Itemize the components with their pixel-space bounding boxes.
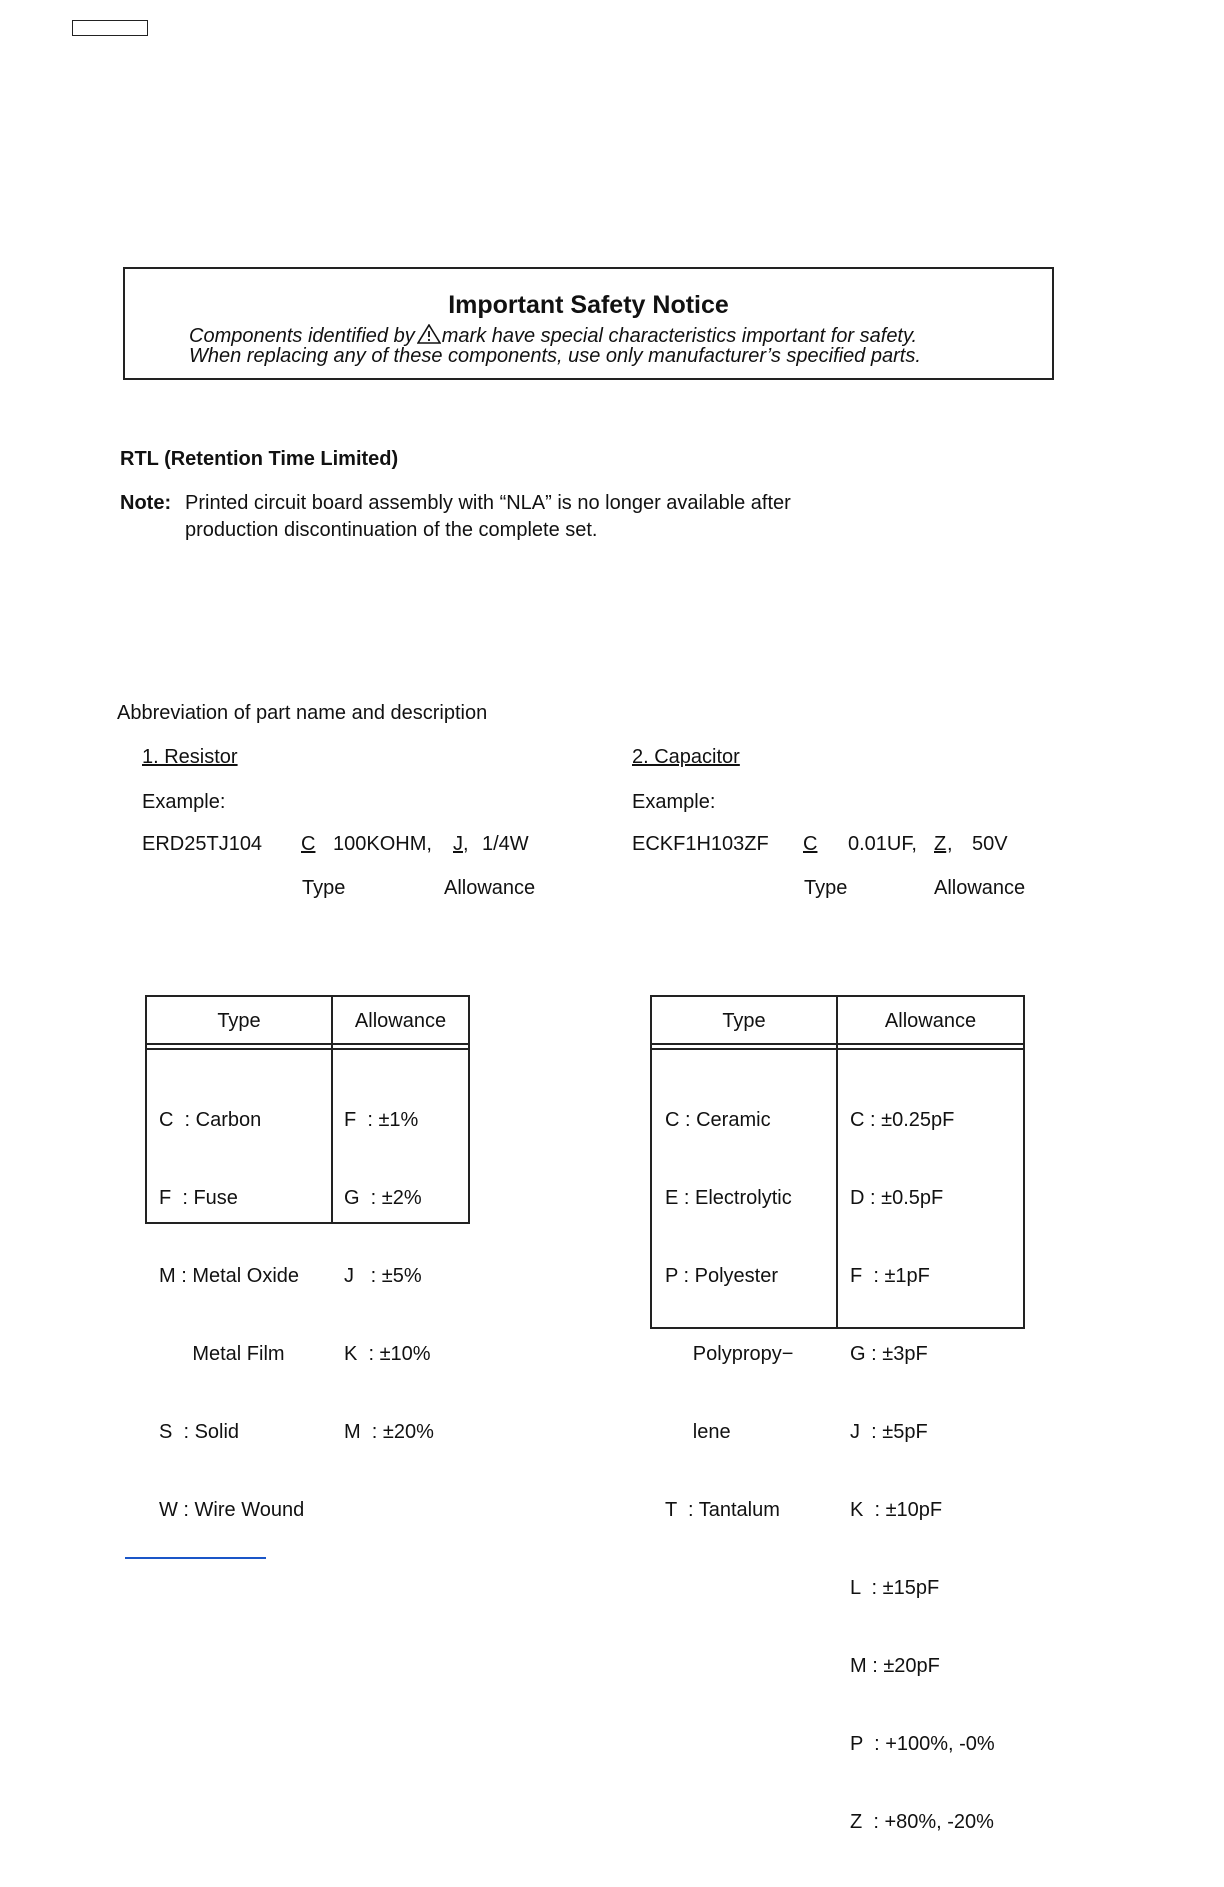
capacitor-comma: , [947, 833, 953, 855]
capacitor-allowance-code: Z [934, 833, 947, 855]
abbreviation-heading: Abbreviation of part name and description [117, 702, 488, 724]
resistor-allowance-code: J [453, 833, 463, 855]
resistor-table [145, 995, 470, 1521]
list-item: J : ±5pF [850, 1421, 928, 1443]
page-number-box [72, 20, 148, 36]
safety-notice-line-2: When replacing any of these components, use only manufacturer’s specified parts. [189, 345, 921, 367]
capacitor-table-divider [836, 997, 838, 1327]
resistor-type-code: C [301, 833, 316, 855]
footer-link[interactable] [125, 1557, 266, 1559]
capacitor-type-header: Type [722, 1010, 766, 1032]
list-item: D : ±0.5pF [850, 1187, 944, 1209]
list-item: lene [665, 1421, 731, 1443]
capacitor-table-header-rule [652, 1043, 1023, 1045]
resistor-table-header-rule [147, 1043, 468, 1045]
list-item: W : Wire Wound [159, 1499, 305, 1521]
safety-notice-title: Important Safety Notice [448, 291, 729, 319]
note-line-2: production discontinuation of the complete set. [185, 519, 598, 541]
list-item: L : ±15pF [850, 1577, 940, 1599]
list-item: P : +100%, -0% [850, 1733, 995, 1755]
capacitor-table-header-rule-2 [652, 1048, 1023, 1050]
capacitor-value: 0.01UF, [848, 833, 917, 855]
safety-notice-box [123, 267, 1054, 380]
capacitor-example-label: Example: [632, 791, 716, 813]
capacitor-table [650, 995, 1025, 1833]
list-item: E : Electrolytic [665, 1187, 792, 1209]
note-label: Note: [120, 492, 172, 514]
capacitor-type-caption: Type [804, 877, 848, 899]
resistor-type-list [159, 1055, 304, 1575]
resistor-example-label: Example: [142, 791, 226, 813]
list-item: M : Metal Oxide [159, 1265, 300, 1287]
capacitor-rating: 50V [972, 833, 1008, 855]
resistor-type-caption: Type [302, 877, 346, 899]
list-item: T : Tantalum [665, 1499, 780, 1521]
list-item: G : ±2% [344, 1187, 422, 1209]
resistor-type-header: Type [217, 1010, 261, 1032]
capacitor-type-code: C [803, 833, 818, 855]
list-item: K : ±10% [344, 1343, 431, 1365]
list-item: F : ±1pF [850, 1265, 930, 1287]
resistor-comma: , [463, 833, 469, 855]
list-item: G : ±3pF [850, 1343, 928, 1365]
resistor-section-title: 1. Resistor [142, 746, 238, 768]
capacitor-part-number: ECKF1H103ZF [632, 833, 769, 855]
capacitor-section-title: 2. Capacitor [632, 746, 740, 768]
list-item: F : Fuse [159, 1187, 238, 1209]
list-item: C : Carbon [159, 1109, 262, 1131]
list-item: Metal Film [159, 1343, 285, 1365]
resistor-allowance-header: Allowance [354, 1010, 447, 1032]
resistor-rating: 1/4W [482, 833, 529, 855]
list-item: K : ±10pF [850, 1499, 943, 1521]
resistor-part-number: ERD25TJ104 [142, 833, 263, 855]
capacitor-type-list [665, 1055, 793, 1575]
capacitor-allowance-list [850, 1055, 995, 1887]
list-item: S : Solid [159, 1421, 240, 1443]
capacitor-allowance-header: Allowance [884, 1010, 977, 1032]
resistor-table-header-rule-2 [147, 1048, 468, 1050]
list-item: C : ±0.25pF [850, 1109, 955, 1131]
list-item: C : Ceramic [665, 1109, 771, 1131]
safety-notice-line-1-end: mark have special characteristics important for safety. [441, 325, 918, 347]
resistor-allowance-list [344, 1055, 434, 1497]
note-line-1: Printed circuit board assembly with “NLA” is no longer available after [185, 492, 791, 514]
resistor-value: 100KOHM, [333, 833, 432, 855]
list-item: M : ±20% [344, 1421, 434, 1443]
list-item: Polypropy− [665, 1343, 794, 1365]
rtl-heading: RTL (Retention Time Limited) [120, 448, 399, 470]
capacitor-allowance-caption: Allowance [934, 877, 1026, 899]
list-item: M : ±20pF [850, 1655, 940, 1677]
list-item: J : ±5% [344, 1265, 422, 1287]
resistor-allowance-caption: Allowance [444, 877, 536, 899]
list-item: F : ±1% [344, 1109, 419, 1131]
safety-notice-line-1-start: Components identified by [189, 325, 415, 347]
list-item: Z : +80%, -20% [850, 1811, 994, 1833]
list-item: P : Polyester [665, 1265, 779, 1287]
